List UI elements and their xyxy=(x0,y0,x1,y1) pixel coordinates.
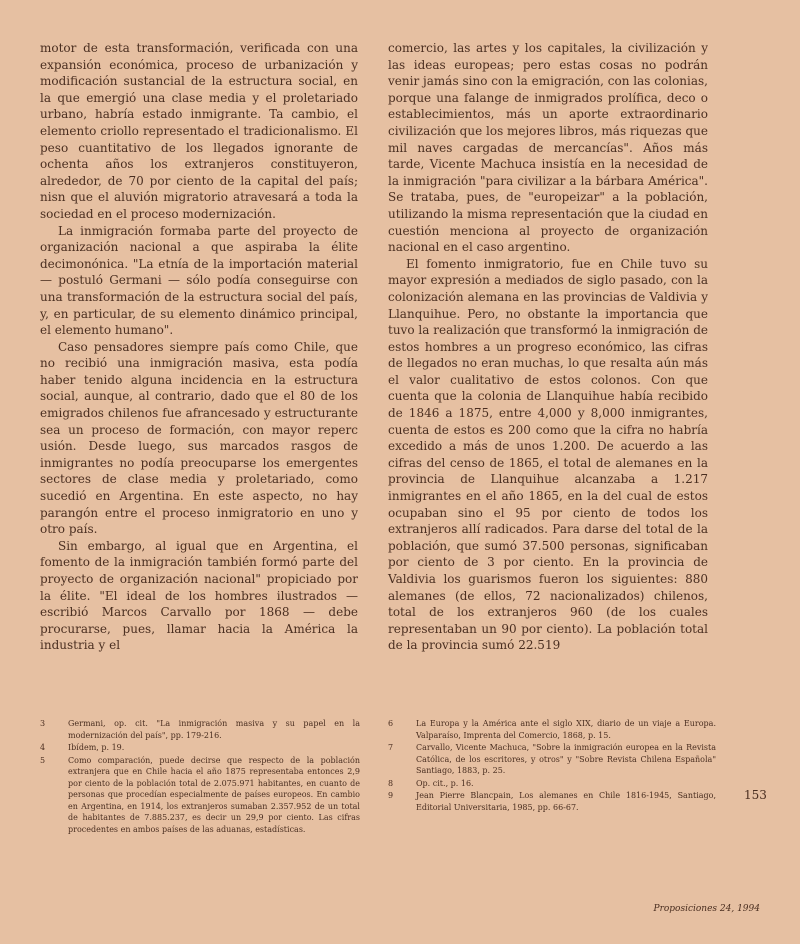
footnote xyxy=(40,718,360,741)
paragraph: La inmigración formaba parte del proyecto de organización nacional a que aspiraba la élite decimonónica. "La etnía de la importación material — postuló Germani — sólo podía conseguirse con una transformación de la estructura social del país, y, en particular, de su elemento dinámico principal, el elemento humano". xyxy=(40,223,358,338)
paragraph: comercio, las artes y los capitales, la civilización y las ideas europeas; pero estas cosas no podrán venir jamás sino con la emigración, con las colonias, porque una falange de inmigrados prolífica, deco o establecimientos, más un aporte extraordinario civilización que los mejores libros, más riquezas que mil naves cargadas de mercancías". Años más tarde, Vicente Machuca insistía en la necesidad de la inmigración "para civilizar a la bárbara América". Se trataba, pues, de "europeizar" a la población, utilizando la misma representación que la ciudad en cuestión menciona al proyecto de organización nacional en el caso argentino. xyxy=(388,41,708,255)
footnote xyxy=(388,718,716,741)
footnote-text: Como comparación, puede decirse que respecto de la población extranjera que en Chile hacia el año 1875 representaba entonces 2,9 por ciento de la población total de 2.075.971 habitantes, en cuanto de personas que procedían especialmente de países europeos. En cambio en Argentina, en 1914, los extranjeros sumaban 2.357.952 de un total de habitantes de 7.885.237, es decir un 29,9 por ciento. Las cifras procedentes en ambos países de las aduanas, estadísticas. xyxy=(68,755,360,834)
footnote xyxy=(40,755,360,836)
footnote xyxy=(40,742,360,754)
paragraph: Sin embargo, al igual que en Argentina, el fomento de la inmigración también formó parte del proyecto de organización nacional" propiciado por la élite. "El ideal de los hombres ilustrados — escribió Marcos Carvallo por 1868 — debe procurarse, pues, llamar hacia la América la industria y el xyxy=(40,538,358,653)
footnote-number: 6 xyxy=(388,719,394,728)
footnote xyxy=(388,778,716,790)
footnote-text: Op. cit., p. 16. xyxy=(416,778,474,788)
paragraph: motor de esta transformación, verificada con una expansión económica, proceso de urbanización y modificación sustancial de la estructura social, en la que emergió una clase media y el proletariado urbano, habría estado inmigrante. Ta cambio, el elemento criollo representado el tradicionalismo. El peso cuantitativo de los llegados ignorante de ochenta años los extranjeros constituyeron, alrededor, de 70 por ciento de la capital del país; nisn que el aluvión migratorio atravesará a toda la sociedad en el proceso modernización. xyxy=(40,41,358,221)
page-number: 153 xyxy=(744,788,767,802)
running-footer: Proposiciones 24, 1994 xyxy=(653,904,760,914)
footnote-text: Germani, op. cit. "La inmigración masiva y su papel en la modernización del país", pp. 179-216. xyxy=(68,719,360,740)
text-column-left xyxy=(40,40,358,654)
paragraph: El fomento inmigratorio, fue en Chile tuvo su mayor expresión a mediados de siglo pasado, con la colonización alemana en las provincias de Valdivia y Llanquihue. Pero, no obstante la importancia que tuvo la realización que transformó la inmigración de estos hombres a un progreso económico, las cifras de llegados no eran muchas, lo que resalta aún más el valor cualitativo de estos colonos. Con que cuenta que la colonia de Llanquihue había recibido de 1846 a 1875, entre 4,000 y 8,000 inmigrantes, cuenta de estos es 200 como que la cifra no habría excedido a más de unos 1.200. De acuerdo a las cifras del censo de 1865, el total de alemanes en la provincia de Llanquihue alcanzaba a 1.217 inmigrantes en el año 1865, en la del cual de estos ocupaban sino el 95 por ciento de todos los extranjeros allí radicados. Para darse del total de la población, que sumó 37.500 personas, significaban por ciento de 3 por ciento. En la provincia de Valdivia los guarismos fueron los siguientes: 880 alemanes (de ellos, 72 nacionalizados) chilenos, total de los extranjeros 960 (de los cuales representaban un 90 por ciento). La población total de la provincia sumó 22.519 xyxy=(388,256,708,653)
text-column-right xyxy=(388,40,708,654)
footnote-number: 5 xyxy=(40,755,46,765)
footnotes-left xyxy=(40,718,360,836)
footnote-number: 7 xyxy=(388,743,394,752)
footnote-number: 9 xyxy=(388,791,394,800)
footnotes-right xyxy=(388,718,716,814)
footnote-number: 3 xyxy=(40,719,46,728)
footnote-number: 8 xyxy=(388,778,394,788)
footnote-text: La Europa y la América ante el siglo XIX, diario de un viaje a Europa. Valparaíso, Imprenta del Comercio, 1868, p. 15. xyxy=(416,719,716,740)
footnote-text: Jean Pierre Blancpain, Los alemanes en Chile 1816-1945, Santiago, Editorial Universitaria, 1985, pp. 66-67. xyxy=(416,791,716,812)
footnote-number: 4 xyxy=(40,743,46,752)
footnote-text: Carvallo, Vicente Machuca, "Sobre la inmigración europea en la Revista Católica, de los escritores, y otros" y "Sobre Revista Chilena Española" Santiago, 1883, p. 25. xyxy=(416,743,716,775)
footnote-text: Ibídem, p. 19. xyxy=(68,743,125,752)
paragraph: Caso pensadores siempre país como Chile, que no recibió una inmigración masiva, esta podía haber tenido alguna incidencia en la estructura social, aunque, al contrario, dado que el 80 de los emigrados chilenos fue afrancesado y estructurante sea un proceso de formación, con mayor reperc​usión. Desde luego, sus marcados rasgos de inmigrantes no podía preocuparse los emergentes sectores de clase media y proletariado, como sucedió en Argentina. En este aspecto, no hay parangón entre el proceso inmigratorio en uno y otro país. xyxy=(40,339,358,537)
footnote xyxy=(388,742,716,777)
footnote xyxy=(388,790,716,813)
